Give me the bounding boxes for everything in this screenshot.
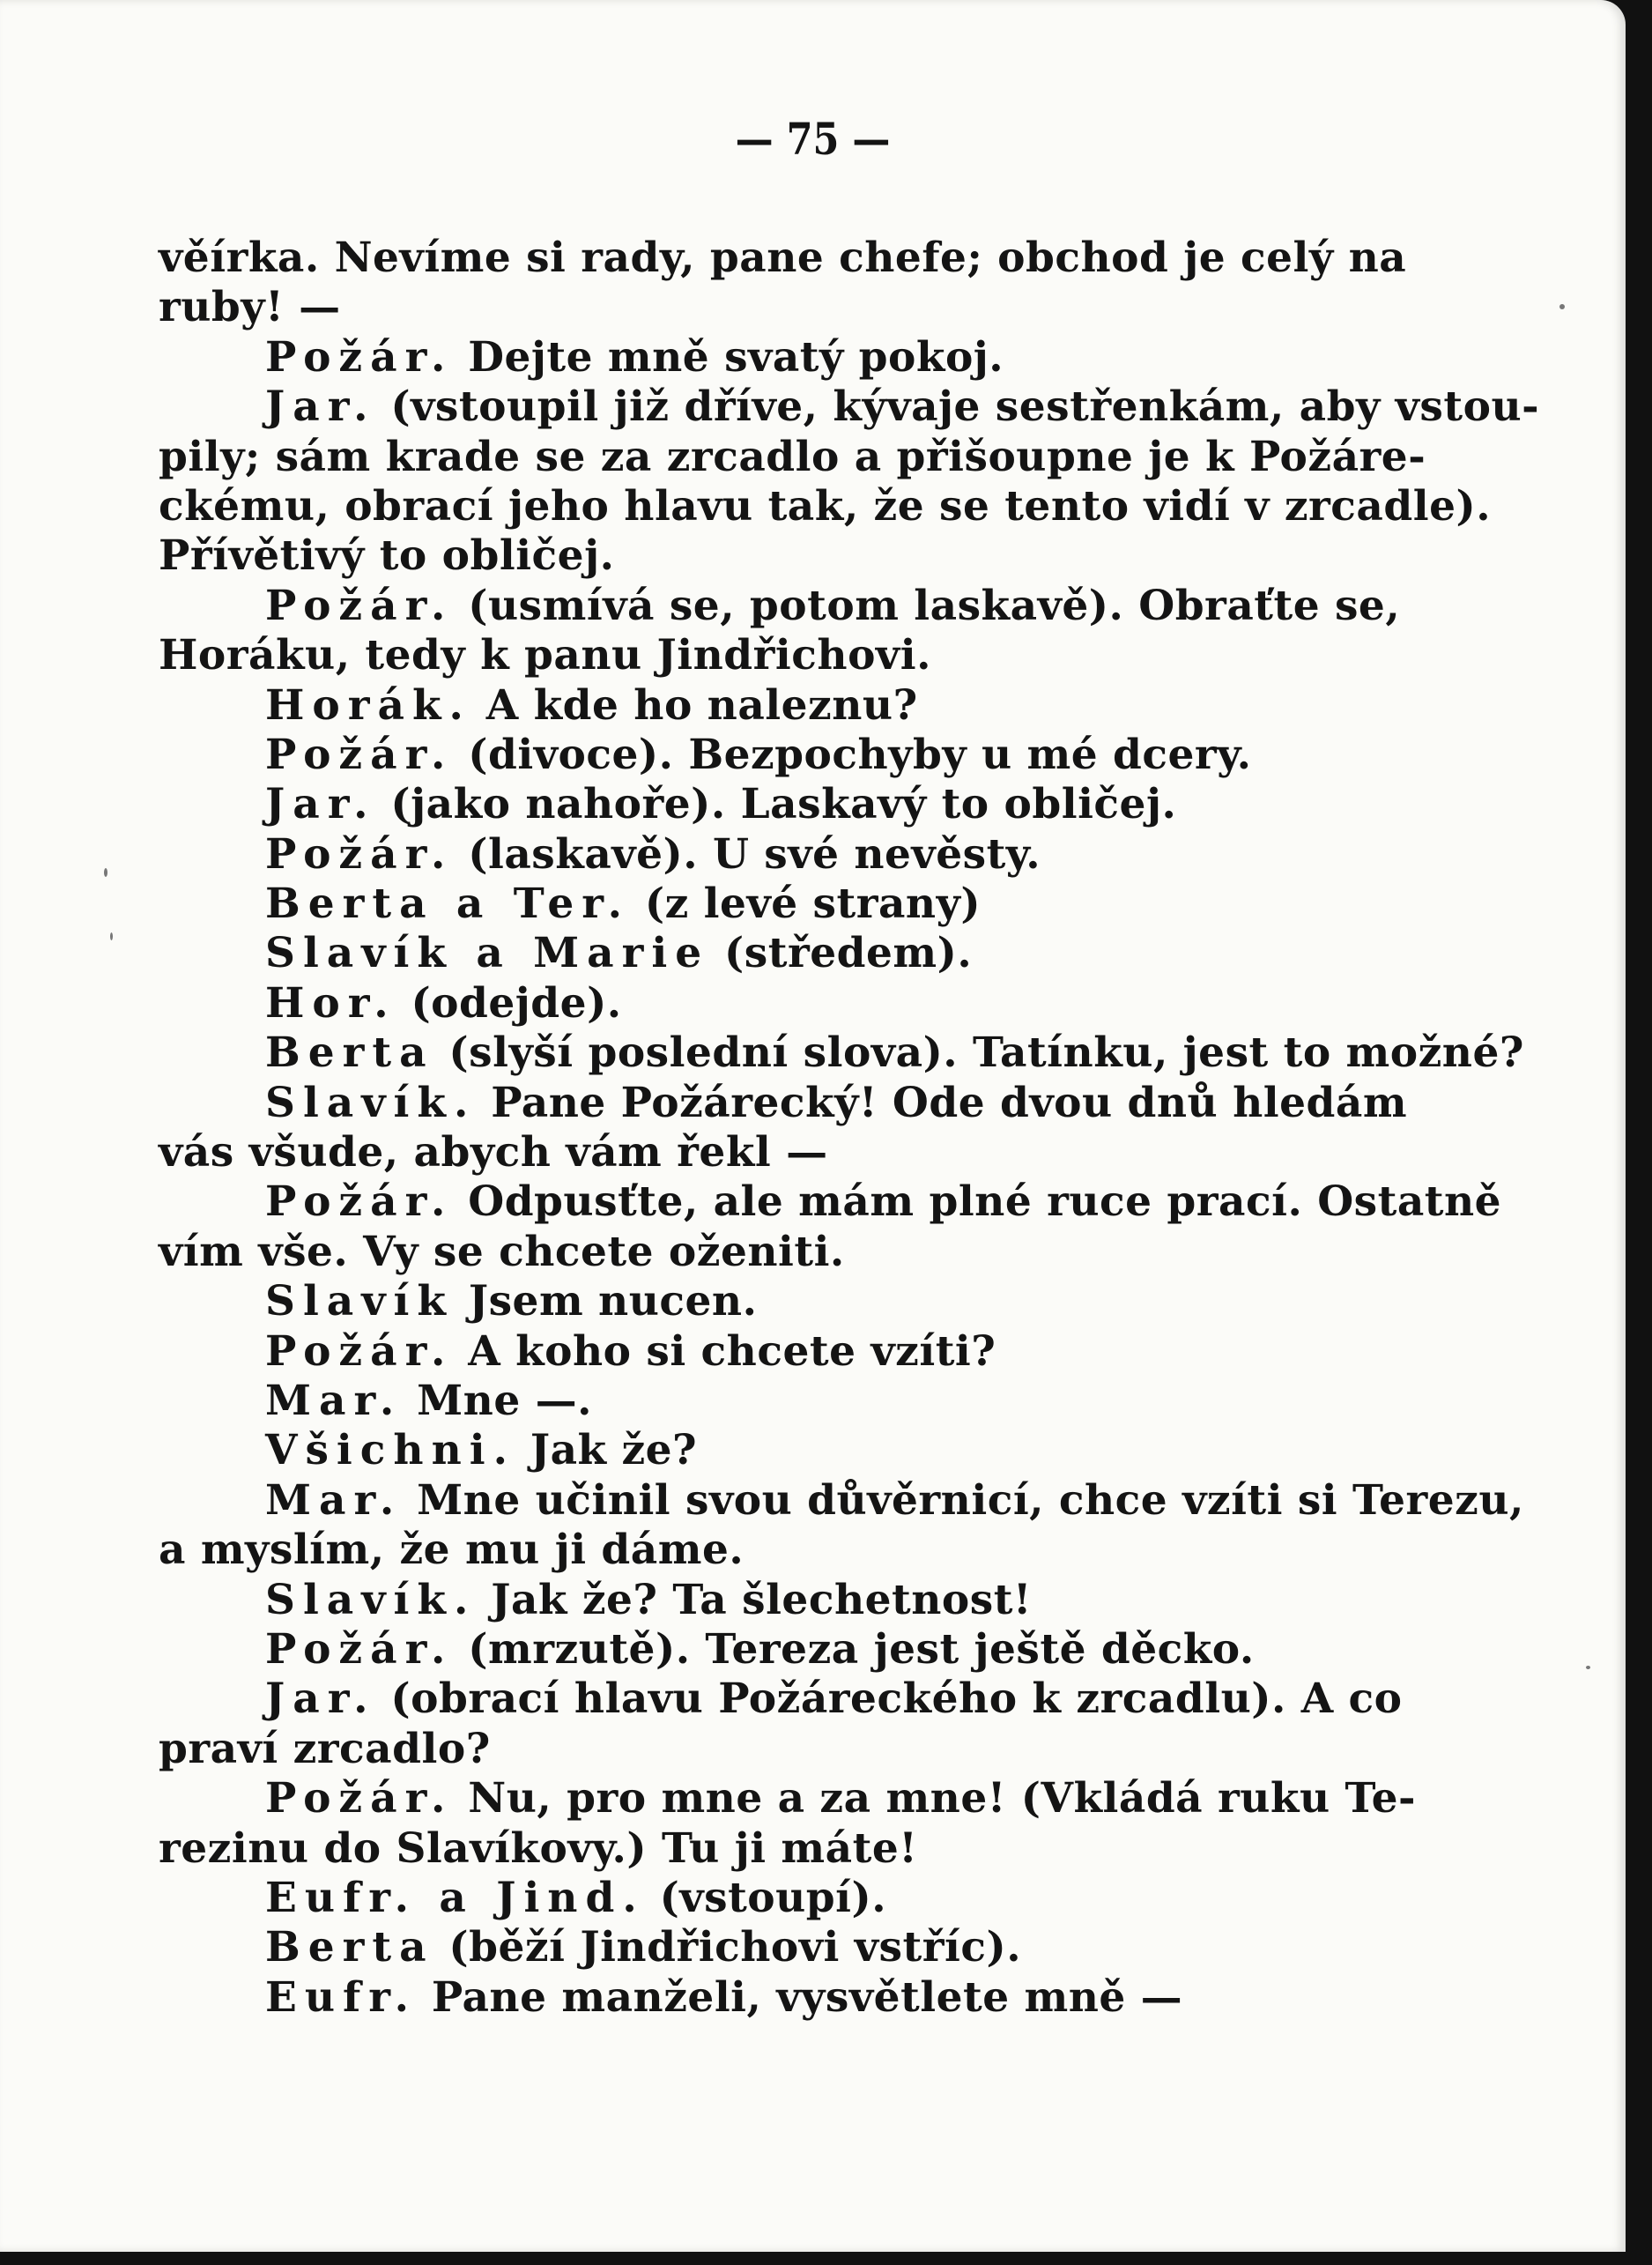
line-text: (běží Jindřichovi vstříc). — [433, 1923, 1022, 1972]
speaker-name: Požár. — [265, 1624, 454, 1674]
line-text: (slyší poslední slova). Tatínku, jest to možné? — [433, 1029, 1524, 1078]
line-text: vím vše. Vy se chcete oženiti. — [159, 1227, 845, 1276]
line-text: rezinu do Slavíkovy.) Tu ji máte! — [159, 1823, 918, 1873]
line-text: Mne —. — [402, 1376, 592, 1425]
speaker-name: Eufr. — [265, 1972, 418, 2022]
text-line — [159, 1973, 1467, 2023]
text-line — [159, 1923, 1467, 1972]
text-line — [159, 631, 1467, 680]
line-text: ckému, obrací jeho hlavu tak, že se tento vidí v zrcadle). — [159, 481, 1492, 531]
text-line — [159, 531, 1467, 581]
speaker-name: Jar. — [265, 382, 376, 432]
text-line — [159, 1824, 1467, 1874]
speaker-name: Mar. — [265, 1475, 403, 1525]
speaker-name: Požár. — [265, 1177, 454, 1227]
speaker-name: Berta — [265, 1923, 434, 1972]
text-line — [159, 1426, 1467, 1475]
text-line — [159, 1327, 1467, 1377]
text-line — [159, 1475, 1524, 1526]
text-line — [159, 1128, 1467, 1177]
speaker-name: Požár. — [265, 1774, 454, 1823]
speaker-name: Eufr. a Jind. — [265, 1873, 645, 1922]
text-line — [159, 1029, 1524, 1078]
line-text: (jako nahoře). Laskavý to obličej. — [375, 780, 1177, 829]
speaker-name: Jar. — [265, 1675, 376, 1724]
speaker-name: Požár. — [265, 829, 454, 879]
text-line — [159, 382, 1540, 432]
text-line — [159, 333, 1467, 382]
line-text: Pane manželi, vysvětlete mně — — [417, 1972, 1183, 2022]
text-line — [159, 1177, 1502, 1227]
line-text: Jak že? — [515, 1426, 698, 1475]
text-line — [159, 979, 1467, 1029]
line-text: a myslím, že mu ji dáme. — [159, 1526, 745, 1575]
speaker-name: Berta — [265, 1029, 434, 1078]
page-number: — 75 — — [735, 113, 891, 165]
speaker-name: Slavík. — [265, 1078, 477, 1127]
line-text: (laskavě). U své nevěsty. — [453, 829, 1041, 879]
line-text: (mrzutě). Tereza jest ještě děcko. — [453, 1624, 1255, 1674]
line-text: Dejte mně svatý pokoj. — [453, 332, 1004, 382]
speaker-name: Slavík — [265, 1277, 454, 1326]
text-line — [159, 1774, 1467, 1823]
text-line — [159, 234, 1467, 283]
line-text: Přívětivý to obličej. — [159, 531, 615, 581]
line-text: (usmívá se, potom laskavě). Obraťte se, — [453, 581, 1401, 630]
ink-speck — [110, 932, 113, 940]
text-line — [159, 731, 1467, 780]
text-line — [159, 1079, 1467, 1128]
line-text: vás všude, abych vám řekl — — [159, 1128, 828, 1177]
line-text: (odejde). — [396, 978, 622, 1028]
text-line — [159, 1725, 1467, 1774]
text-line — [159, 880, 1467, 929]
text-line — [159, 1277, 1467, 1326]
line-text: ruby! — — [159, 283, 341, 332]
speaker-name: Všichni. — [265, 1426, 515, 1475]
line-text: (obrací hlavu Požáreckého k zrcadlu). A co — [375, 1675, 1403, 1724]
speaker-name: Požár. — [265, 332, 454, 382]
text-line — [159, 780, 1467, 829]
speaker-name: Požár. — [265, 581, 454, 630]
line-text: Horáku, tedy k panu Jindřichovi. — [159, 631, 931, 680]
line-text: (vstoupí). — [644, 1873, 887, 1922]
line-text: Jsem nucen. — [453, 1277, 758, 1326]
speaker-name: Jar. — [265, 780, 376, 829]
line-text: Odpusťte, ale mám plné ruce prací. Ostatně — [453, 1177, 1502, 1227]
ink-speck — [104, 868, 107, 877]
text-line — [159, 1377, 1467, 1426]
page-text — [159, 234, 1540, 2023]
text-line — [159, 830, 1467, 880]
line-text: A koho si chcete vzíti? — [453, 1326, 996, 1376]
line-text: pily; sám krade se za zrcadlo a přišoupne je k Požáre- — [159, 432, 1426, 481]
speaker-name: Požár. — [265, 730, 454, 779]
text-line — [159, 1526, 1467, 1575]
line-text: (z levé strany) — [630, 880, 982, 929]
line-text: Jak že? Ta šlechetnost! — [476, 1575, 1033, 1624]
line-text: Pane Požárecký! Ode dvou dnů hledám — [476, 1078, 1408, 1127]
speaker-name: Berta a Ter. — [265, 880, 631, 929]
ink-speck — [1586, 1666, 1590, 1669]
speaker-name: Slavík. — [265, 1575, 477, 1624]
speaker-name: Slavík a Marie — [265, 929, 710, 978]
text-line — [159, 283, 1467, 332]
text-line — [159, 1625, 1467, 1675]
line-text: Nu, pro mne a za mne! (Vkládá ruku Te- — [453, 1774, 1417, 1823]
speaker-name: Požár. — [265, 1326, 454, 1376]
line-text: A kde ho naleznu? — [470, 680, 918, 730]
text-line — [159, 433, 1467, 482]
text-line — [159, 1228, 1467, 1277]
text-line — [159, 929, 1467, 978]
text-line — [159, 1675, 1467, 1724]
line-text: Mne učinil svou důvěrnicí, chce vzíti si Terezu, — [402, 1475, 1524, 1525]
ink-speck — [1559, 304, 1565, 309]
speaker-name: Horák. — [265, 680, 471, 730]
speaker-name: Hor. — [265, 978, 396, 1028]
line-text: věírka. Nevíme si rady, pane chefe; obchod je celý na — [159, 234, 1407, 282]
text-line — [159, 1874, 1467, 1923]
line-text: praví zrcadlo? — [159, 1724, 491, 1773]
line-text: (vstoupil již dříve, kývaje sestřenkám, aby vstou- — [375, 382, 1540, 432]
text-line — [159, 582, 1467, 631]
line-text: (středem). — [709, 929, 973, 978]
speaker-name: Mar. — [265, 1376, 403, 1425]
text-line — [159, 1576, 1467, 1625]
line-text: (divoce). Bezpochyby u mé dcery. — [453, 730, 1252, 779]
text-line — [159, 481, 1492, 531]
text-line — [159, 681, 1467, 731]
